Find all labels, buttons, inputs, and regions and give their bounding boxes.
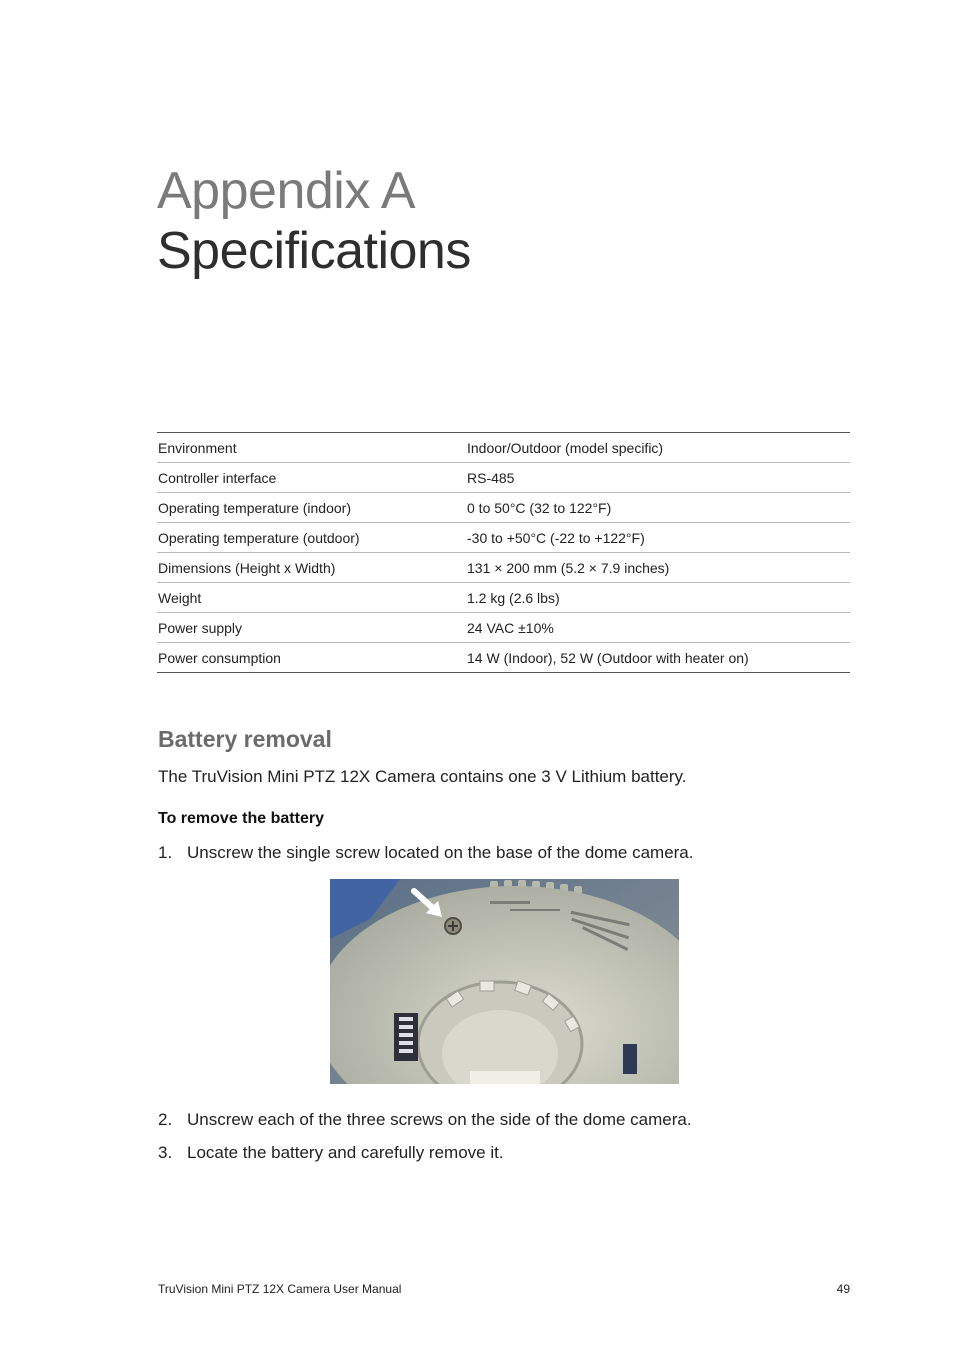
- specifications-table: [157, 432, 850, 673]
- spec-label: Power consumption: [157, 643, 466, 673]
- screw-icon: [445, 918, 461, 934]
- spec-value: 1.2 kg (2.6 lbs): [466, 583, 850, 613]
- spec-label: Controller interface: [157, 463, 466, 493]
- spec-value: Indoor/Outdoor (model specific): [466, 433, 850, 463]
- spec-value: 131 × 200 mm (5.2 × 7.9 inches): [466, 553, 850, 583]
- step-text: Unscrew the single screw located on the base of the dome camera.: [187, 843, 694, 862]
- spec-value: 0 to 50°C (32 to 122°F): [466, 493, 850, 523]
- dome-camera-illustration: [330, 879, 679, 1084]
- step-1: [158, 843, 694, 863]
- table-row: [157, 493, 850, 523]
- spec-label: Operating temperature (indoor): [157, 493, 466, 523]
- footer-page-number: 49: [836, 1282, 850, 1296]
- step-number: 3.: [158, 1143, 173, 1162]
- table-row: [157, 523, 850, 553]
- spec-value: 14 W (Indoor), 52 W (Outdoor with heater on): [466, 643, 850, 673]
- spec-label: Operating temperature (outdoor): [157, 523, 466, 553]
- spec-label: Dimensions (Height x Width): [157, 553, 466, 583]
- dip-switch-block: [394, 1013, 418, 1061]
- spec-value: -30 to +50°C (-22 to +122°F): [466, 523, 850, 553]
- procedure-heading: To remove the battery: [158, 810, 324, 827]
- spec-label: Power supply: [157, 613, 466, 643]
- appendix-label: Appendix A: [157, 162, 416, 220]
- appendix-title: Specifications: [157, 222, 471, 280]
- table-row: [157, 643, 850, 673]
- spec-label: Weight: [157, 583, 466, 613]
- step-2: [158, 1110, 692, 1130]
- spec-value: 24 VAC ±10%: [466, 613, 850, 643]
- footer-manual-title: TruVision Mini PTZ 12X Camera User Manual: [158, 1282, 402, 1296]
- step-number: 1.: [158, 843, 173, 862]
- step-text: Unscrew each of the three screws on the side of the dome camera.: [187, 1110, 692, 1129]
- dome-camera-base-photo: [330, 879, 679, 1084]
- table-row: [157, 553, 850, 583]
- table-row: [157, 463, 850, 493]
- table-row: [157, 613, 850, 643]
- step-text: Locate the battery and carefully remove it.: [187, 1143, 504, 1162]
- step-3: [158, 1143, 504, 1163]
- battery-removal-heading: Battery removal: [158, 726, 332, 752]
- spec-value: RS-485: [466, 463, 850, 493]
- battery-intro-text: The TruVision Mini PTZ 12X Camera contains one 3 V Lithium battery.: [158, 767, 687, 786]
- step-number: 2.: [158, 1110, 173, 1129]
- table-row: [157, 433, 850, 463]
- spec-label: Environment: [157, 433, 466, 463]
- table-row: [157, 583, 850, 613]
